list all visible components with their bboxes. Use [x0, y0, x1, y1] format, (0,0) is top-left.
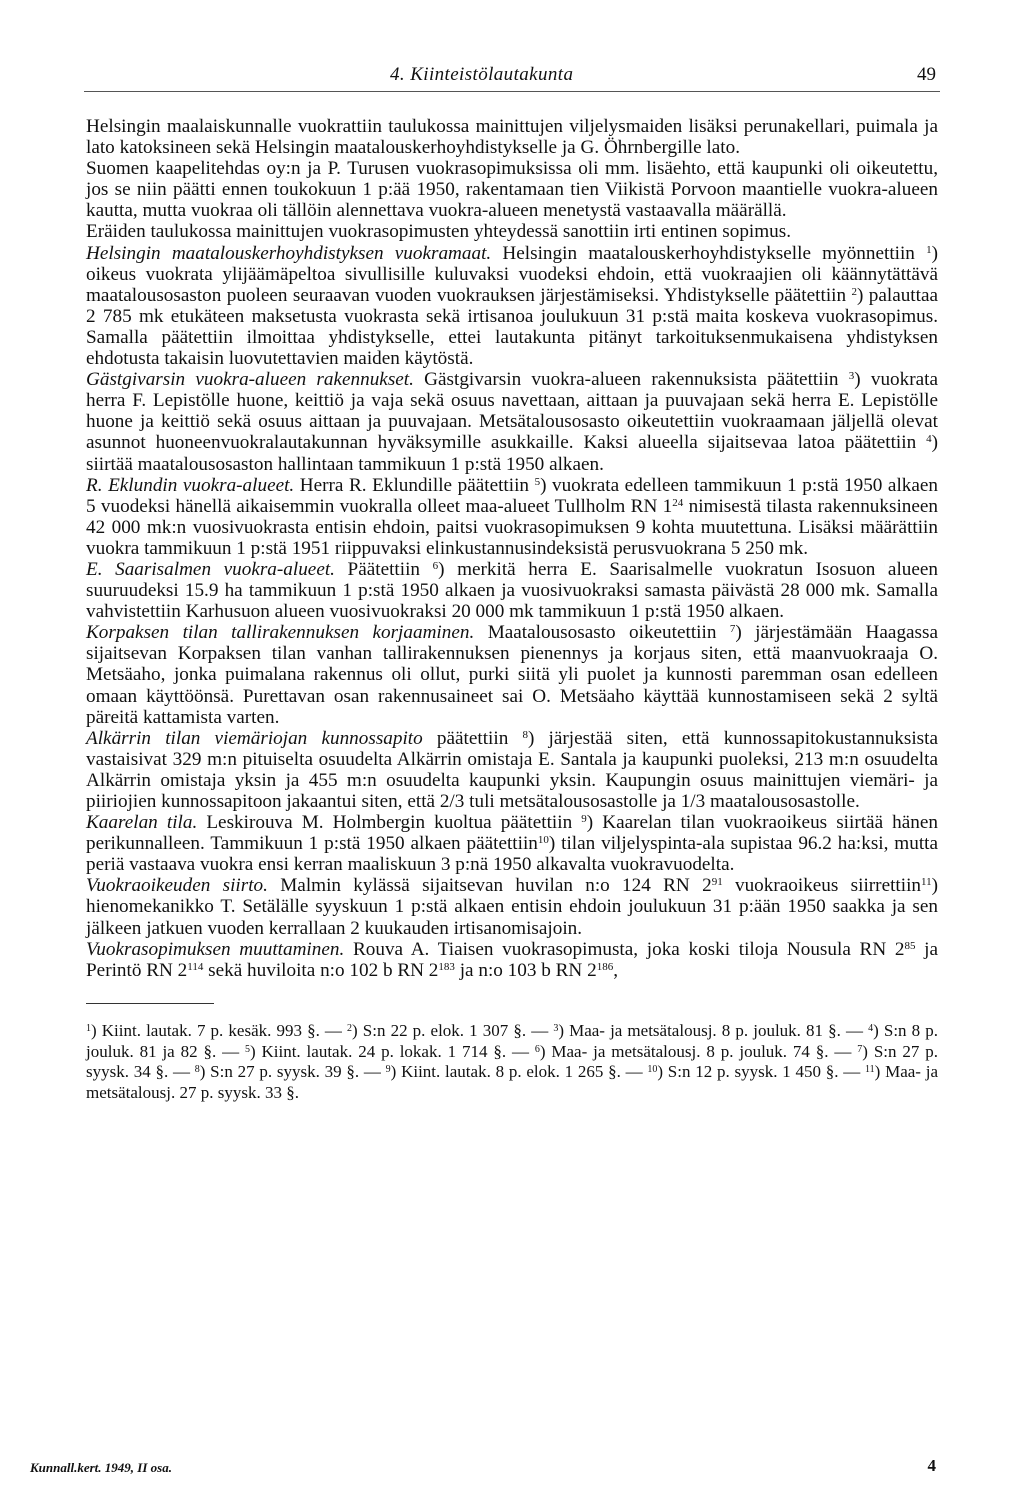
header-rule	[84, 91, 940, 92]
section-heading: Vuokrasopimuksen muuttaminen.	[86, 938, 345, 960]
superscript: 24	[672, 496, 684, 509]
section-heading: Helsingin maatalouskerhoyhdistyksen vuokramaat.	[86, 242, 492, 264]
section-heading: R. Eklundin vuokra-alueet.	[86, 474, 295, 496]
superscript: 91	[711, 876, 723, 889]
footnote-ref: 6	[432, 559, 439, 572]
footnote-ref: 8	[522, 728, 528, 741]
superscript: 114	[187, 960, 204, 973]
section-paragraph: Korpaksen tilan tallirakennuksen korjaaminen. Maatalousosasto oikeutettiin $^7$) järjestämään Haagassa sijaitsevan Korpaksen tilan vanhan tallirakennuksen pienennys ja korjaus siten, että maanvuokraaja O. Metsäaho, jonka puimalana rakennus oli ollut, purki siitä yli puolet ja kunnosti paremman osan edelleen omaan käyttöönsä. Purettavan osan rakennusaineet sai O. Metsäaho käyttää kunnostamiseen sekä 2 syltä päreitä kattamista varten.	[86, 622, 938, 728]
footnote-ref: 11	[921, 876, 932, 889]
footnote-ref: 1	[926, 243, 932, 256]
printer-signature: Kunnall.kert. 1949, II osa.	[30, 1460, 172, 1475]
page-footer	[30, 1456, 936, 1484]
footnotes: $^1$) Kiint. lautak. 7 p. kesäk. 993 §. — $^2$) S:n 22 p. elok. 1 307 §. — $^3$) Maa- ja metsätalousj. 8 p. jouluk. 81 §. — $^4$) S:n 8 p. jouluk. 81 ja 82 §. — $^5$) Kiint. lautak. 24 p. lokak. 1 714 §. — $^6$) Maa- ja metsätalousj. 8 p. jouluk. 74 §. — $^7$) S:n 27 p. syysk. 34 §. — $^8$) S:n 27 p. syysk. 39 §. — $^9$) Kiint. lautak. 8 p. elok. 1 265 §. — $^{10}$) S:n 12 p. syysk. 1 450 §. — $^{11}$) Maa- ja metsätalousj. 27 p. syysk. 33 §.	[86, 1021, 939, 1102]
section-heading: Kaarelan tila.	[86, 812, 198, 834]
footnote-ref: 7	[729, 623, 736, 636]
section-paragraph: Vuokraoikeuden siirto. Malmin kylässä sijaitsevan huvilan n:o 124 RN $2^{91}$ vuokraoikeus siirrettiin$^{11}$) hienomekanikko T. Setälälle syyskuun 1 p:stä alkaen entisin ehdoin joulukuun 31 p:ään 1950 saakka ja sen jälkeen jatkuen vuoden kerrallaan 2 kuukauden irtisanomisajoin.	[86, 875, 938, 939]
paragraph: Eräiden taulukossa mainittujen vuokrasopimusten yhteydessä sanottiin irti entinen sopimus.	[86, 221, 792, 243]
section-heading: E. Saarisalmen vuokra-alueet.	[86, 558, 335, 580]
section-heading: Vuokraoikeuden siirto.	[86, 875, 268, 897]
footnote-ref: 5	[534, 475, 541, 488]
footnote-ref: 9	[581, 813, 587, 826]
section-paragraph: R. Eklundin vuokra-alueet. Herra R. Eklundille päätettiin $^5$) vuokrata edelleen tammikuun 1 p:stä 1950 alkaen 5 vuodeksi hänellä aikaisemmin vuokralla olleet maa-alueet Tullholm RN $1^{24}$ nimisestä tilasta rakennuksineen 42 000 mk:n vuosivuokrasta entisin ehdoin, paitsi vuokrasopimuksen 9 kohta muutettuna. Lisäksi määrättiin vuokra tammikuun 1 p:stä 1951 riippuvaksi elinkustannusindeksistä perusvuokrana 5 250 mk.	[86, 474, 938, 559]
running-header	[84, 60, 940, 92]
page-number: 49	[917, 64, 936, 85]
running-title: 4. Kiinteistölautakunta	[390, 64, 574, 85]
footnote-ref: 10	[537, 834, 549, 847]
footnote-ref: 2	[851, 285, 857, 298]
body-text	[86, 116, 938, 981]
paragraph: Helsingin maalaiskunnalle vuokrattiin taulukossa mainittujen viljelysmaiden lisäksi perunakellari, puimala ja lato katoksineen sekä Helsingin maatalouskerhoyhdistykselle ja G. Öhrnbergille lato.	[86, 116, 938, 159]
superscript: 183	[438, 960, 455, 973]
section-paragraph: Gästgivarsin vuokra-alueen rakennukset. Gästgivarsin vuokra-alueen rakennuksista päätettiin $^3$) vuokrata herra F. Lepistölle huone, keittiö ja vaja sekä osuus navettaan, aittaan ja puuvajaan sekä herra E. Lepistölle huone ja keittiö sekä osuus aittaan ja puuvajaan. Metsätalousosasto oikeutettiin vuokraamaan jäljellä olevat asunnot huoneenvuokralautakunnan hyväksymille asukkaille. Kaksi alueella sijaitsevaa latoa päätettiin $^4$) siirtää maatalousosaston hallintaan tammikuun 1 p:stä 1950 alkaen.	[86, 369, 938, 475]
paragraph: Suomen kaapelitehdas oy:n ja P. Turusen vuokrasopimuksissa oli mm. lisäehto, että kaupunki oli oikeutettu, jos se niin päätti ennen toukokuun 1 p:ää 1950, rakentamaan tien Viikistä Porvoon maantielle vuokra-alueen kautta, mutta vuokraa oli tällöin alennettava vuokra-alueen menetystä vastaavalla määrällä.	[86, 158, 938, 222]
footnote-ref: 3	[848, 370, 855, 383]
footnote-rule	[86, 1003, 214, 1004]
section-paragraph: Kaarelan tila. Leskirouva M. Holmbergin kuoltua päätettiin $^9$) Kaarelan tilan vuokraoikeus siirtää hänen perikunnalleen. Tammikuun 1 p:stä 1950 alkaen päätettiin$^{10}$) tilan viljelyspinta-ala supistaa 96.2 ha:ksi, mutta periä vastaava vuokra ensi kerran maaliskuun 3 p:nä 1950 alkavalta vuokravuodelta.	[86, 812, 938, 876]
section-heading: Alkärrin tilan viemäriojan kunnossapito	[86, 727, 423, 749]
section-paragraph: Helsingin maatalouskerhoyhdistyksen vuokramaat. Helsingin maatalouskerhoyhdistykselle myönnettiin $^1$) oikeus vuokrata ylijäämäpeltoa sivullisille kuluvaksi vuodeksi ehdoin, että vuokraajien oli käännytättävä maatalousosaston puoleen seuraavan vuoden vuokrauksen järjestämiseksi. Yhdistykselle päätettiin $^2$) palauttaa 2 785 mk etukäteen maksetusta vuokrasta sekä irtisanoa joulukuun 31 p:stä maita koskeva vuokrasopimus. Samalla päätettiin ilmoittaa yhdistykselle, ettei lautakunta pitänyt tarkoituksenmukaisena yhdistyksen ehdotusta takaisin luovutettavien maiden käytöstä.	[86, 242, 938, 370]
section-heading: Korpaksen tilan tallirakennuksen korjaaminen.	[86, 622, 475, 644]
superscript: 186	[596, 960, 614, 973]
section-paragraph: Vuokrasopimuksen muuttaminen. Rouva A. Tiaisen vuokrasopimusta, joka koski tiloja Nousula RN $2^{85}$ ja Perintö RN $2^{114}$ sekä huviloita n:o 102 b RN $2^{183}$ ja n:o 103 b RN $2^{186}$,	[86, 938, 939, 981]
sheet-number: 4	[927, 1456, 936, 1475]
section-heading: Gästgivarsin vuokra-alueen rakennukset.	[86, 369, 414, 391]
superscript: 85	[904, 939, 916, 952]
section-paragraph: Alkärrin tilan viemäriojan kunnossapito päätettiin $^8$) järjestää siten, että kunnossapitokustannuksista vastaisivat 329 m:n pituiselta osuudelta Alkärrin omistaja E. Santala ja kaupunki puoleksi, 213 m:n osuudelta Alkärrin omistaja yksin ja 455 m:n osuudelta kaupunki yksin. Kaupungin osuus mainittujen viemäri- ja piiriojien kunnossapitoon jakaantui siten, että 2/3 tuli metsätalousosastolle ja 1/3 maatalousosastolle.	[86, 727, 938, 812]
footnote-ref: 4	[926, 433, 932, 446]
section-paragraph: E. Saarisalmen vuokra-alueet. Päätettiin $^6$) merkitä herra E. Saarisalmelle vuokratun Isosuon alueen suuruudeksi 15.9 ha tammikuun 1 p:stä 1950 alkaen ja vuosivuokraksi samasta päivästä 28 000 mk. Samalla vahvistettiin Karhusuon alueen vuosivuokraksi 20 000 mk tammikuun 1 p:stä 1950 alkaen.	[86, 558, 939, 623]
